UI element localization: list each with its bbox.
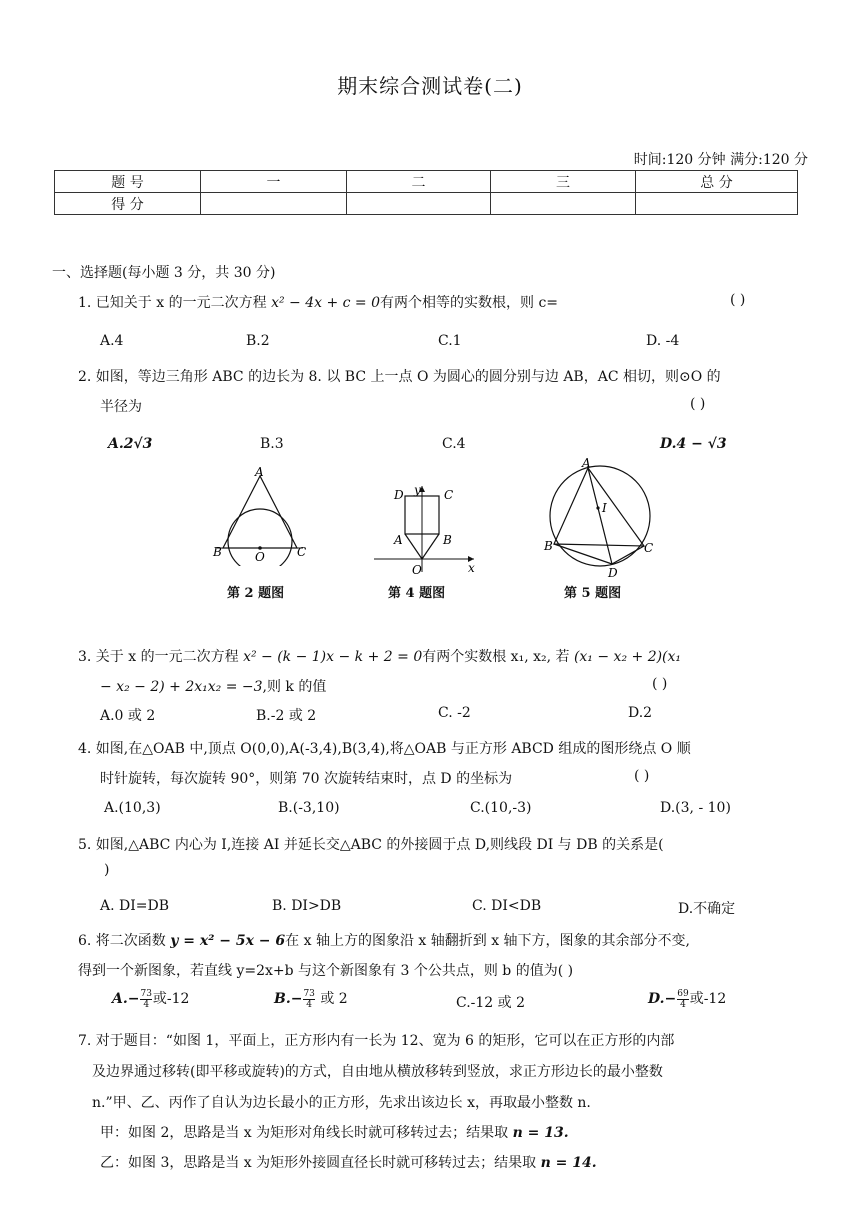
section-heading: 一、选择题(每小题 3 分，共 30 分)	[52, 265, 276, 281]
q7-line-3: n.”甲、乙、丙作了自认为边长最小的正方形，先求出该边长 x，再取最小整数 n.	[92, 1095, 591, 1111]
q4-option-d: D.(3, - 10)	[660, 800, 731, 816]
q4-line-2: 时针旋转，每次旋转 90°，则第 70 次旋转结束时，点 D 的坐标为	[100, 771, 513, 787]
svg-text:A: A	[582, 456, 591, 470]
svg-text:D: D	[394, 488, 404, 502]
figure-q2	[205, 466, 315, 601]
figure-q5	[540, 456, 660, 601]
q3-option-c: C. -2	[438, 705, 471, 721]
table-cell: 得 分	[55, 193, 201, 215]
question-1	[78, 292, 558, 312]
table-cell: 三	[491, 171, 636, 193]
fraction-denominator: 4	[306, 999, 313, 1010]
time-info: 时间:120 分钟 满分:120 分	[633, 152, 808, 168]
table-cell: 二	[347, 171, 491, 193]
q5-option-a: A. DI=DB	[100, 898, 170, 914]
q5-line-1: 5. 如图,△ABC 内心为 I,连接 AI 并延长交△ABC 的外接圆于点 D,则线段 DI 与 DB 的关系是(	[78, 837, 664, 853]
svg-text:A: A	[394, 533, 403, 547]
q4-line-1: 4. 如图,在△OAB 中,顶点 O(0,0),A(-3,4),B(3,4),将△OAB 与正方形 ABCD 组成的图形绕点 O 顺	[78, 741, 691, 757]
svg-text:x: x	[468, 561, 475, 575]
figure-q4-caption: 第 4 题图	[388, 586, 446, 601]
q6-line-1	[78, 930, 690, 950]
table-cell-empty	[347, 193, 491, 215]
q7-line-4-result: n = 13.	[512, 1125, 569, 1141]
q1-equation: x² − 4x + c = 0	[271, 295, 381, 311]
q1-text-a: 1. 已知关于 x 的一元二次方程	[78, 295, 272, 311]
svg-text:O: O	[255, 550, 265, 564]
q2-option-b: B.3	[260, 436, 284, 452]
fraction-denominator: 4	[680, 999, 686, 1010]
q3-text-b: 有两个实数根 x₁, x₂, 若	[422, 649, 574, 665]
score-table	[54, 170, 798, 215]
q6-option-b-fraction	[303, 989, 314, 1010]
svg-text:B: B	[544, 539, 553, 553]
q6-option-a	[112, 988, 189, 1010]
q6-equation: y = x² − 5x − 6	[170, 933, 286, 949]
q4-answer-bracket: ( )	[634, 768, 650, 784]
q3-text-a: 3. 关于 x 的一元二次方程	[78, 649, 244, 665]
table-cell: 题 号	[55, 171, 201, 193]
fraction-denominator: 4	[143, 999, 150, 1010]
svg-text:y: y	[414, 484, 421, 497]
svg-text:D: D	[608, 566, 618, 580]
q4-option-b: B.(-3,10)	[278, 800, 340, 816]
table-cell: 一	[201, 171, 347, 193]
svg-text:I: I	[602, 501, 607, 515]
svg-text:B: B	[443, 533, 452, 547]
q1-option-d: D. -4	[646, 333, 680, 349]
q2-answer-bracket: ( )	[690, 396, 706, 412]
q3-expression: (x₁ − x₂ + 2)(x₁	[573, 649, 682, 665]
table-cell-empty	[636, 193, 798, 215]
q7-line-4	[100, 1122, 569, 1142]
svg-text:B: B	[213, 545, 222, 559]
fraction-numerator: 73	[140, 988, 152, 999]
fraction-numerator: 73	[303, 988, 315, 999]
q1-option-c: C.1	[438, 333, 462, 349]
svg-text:O: O	[412, 563, 422, 576]
q5-line-2: )	[104, 862, 110, 878]
q6-option-d	[648, 988, 726, 1010]
svg-text:C: C	[444, 488, 454, 502]
q6-option-b-suffix: 或 2	[315, 991, 348, 1007]
q7-line-4-text: 甲：如图 2，思路是当 x 为矩形对角线长时就可移转过去；结果取	[100, 1125, 513, 1141]
svg-text:C: C	[297, 545, 307, 559]
q6-option-b	[274, 988, 348, 1010]
q3-expression-cont: − x₂ − 2) + 2x₁x₂ = −3	[100, 679, 263, 695]
q6-text-b: 在 x 轴上方的图象沿 x 轴翻折到 x 轴下方，图象的其余部分不变,	[285, 933, 690, 949]
q4-option-a: A.(10,3)	[104, 800, 161, 816]
page-title: 期末综合测试卷(二)	[337, 74, 523, 98]
figure-q5-caption: 第 5 题图	[564, 586, 622, 601]
q6-line-2: 得到一个新图象，若直线 y=2x+b 与这个新图象有 3 个公共点，则 b 的值为( )	[78, 963, 574, 979]
q5-option-d: D.不确定	[678, 901, 736, 917]
q7-line-5-result: n = 14.	[540, 1155, 597, 1171]
q1-option-a: A.4	[100, 333, 124, 349]
q4-option-c: C.(10,-3)	[470, 800, 532, 816]
q1-answer-bracket: ( )	[730, 292, 746, 308]
q2-line-1: 2. 如图，等边三角形 ABC 的边长为 8. 以 BC 上一点 O 为圆心的圆分别与边 AB，AC 相切，则⊙O 的	[78, 369, 721, 385]
figure-q5-diagram	[540, 456, 660, 580]
q6-text-a: 6. 将二次函数	[78, 933, 171, 949]
q6-option-c: C.-12 或 2	[456, 995, 526, 1011]
score-table-header-row	[55, 171, 798, 193]
q7-line-2: 及边界通过移转(即平移或旋转)的方式，自由地从横放移转到竖放，求正方形边长的最小整数	[92, 1064, 663, 1080]
q6-option-d-prefix: D.−	[648, 991, 677, 1007]
q1-text-b: 有两个相等的实数根，则 c=	[380, 295, 559, 311]
table-cell-empty	[201, 193, 347, 215]
q2-option-d: D.4 − √3	[660, 436, 727, 452]
q2-option-c: C.4	[442, 436, 466, 452]
q3-option-d: D.2	[628, 705, 653, 721]
q2-option-a: A.2√3	[108, 436, 153, 452]
q6-option-a-fraction	[140, 989, 151, 1010]
fraction-numerator: 69	[677, 988, 689, 999]
q5-option-c: C. DI<DB	[472, 898, 542, 914]
score-table-score-row	[55, 193, 798, 215]
q3-text-c: ,则 k 的值	[262, 679, 327, 695]
q6-option-a-prefix: A.−	[112, 991, 140, 1007]
figure-q2-caption: 第 2 题图	[227, 586, 285, 601]
q1-option-b: B.2	[246, 333, 270, 349]
q5-option-b: B. DI>DB	[272, 898, 342, 914]
q2-line-2: 半径为	[100, 399, 142, 415]
svg-text:A: A	[255, 466, 264, 479]
table-cell: 总 分	[636, 171, 798, 193]
q3-line-2	[100, 676, 326, 696]
q7-line-5	[100, 1152, 597, 1172]
q3-option-b: B.-2 或 2	[256, 708, 317, 724]
q6-option-a-suffix: 或-12	[152, 991, 190, 1007]
q6-option-d-fraction	[677, 989, 688, 1010]
q7-line-5-text: 乙：如图 3，思路是当 x 为矩形外接圆直径长时就可移转过去；结果取	[100, 1155, 541, 1171]
table-cell-empty	[491, 193, 636, 215]
q3-line-1	[78, 646, 681, 666]
figure-q4-diagram	[370, 484, 480, 576]
svg-text:C: C	[644, 541, 654, 555]
q3-option-a: A.0 或 2	[100, 708, 156, 724]
q6-option-d-suffix: 或-12	[689, 991, 727, 1007]
q7-line-1: 7. 对于题目：“如图 1，平面上，正方形内有一长为 12、宽为 6 的矩形，它可以在正方形的内部	[78, 1033, 675, 1049]
q6-option-b-prefix: B.−	[274, 991, 303, 1007]
q3-equation: x² − (k − 1)x − k + 2 = 0	[243, 649, 423, 665]
q3-answer-bracket: ( )	[652, 676, 668, 692]
figure-q2-diagram	[205, 466, 315, 566]
figure-q4	[370, 484, 480, 601]
